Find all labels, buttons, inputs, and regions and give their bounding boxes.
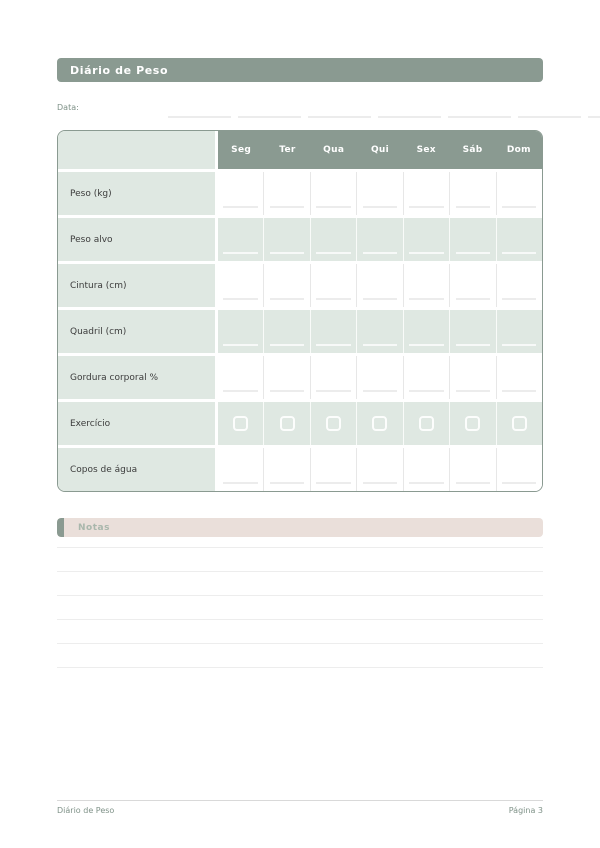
entry-blank-line	[316, 390, 351, 392]
entry-blank-line	[223, 344, 258, 346]
exercise-checkbox-ter[interactable]	[280, 416, 295, 431]
table-row-quadril-cm	[58, 310, 542, 353]
entry-cell-quadril-cm-dom[interactable]	[496, 310, 542, 353]
entry-blank-line	[409, 298, 444, 300]
date-label: Data:	[57, 103, 79, 112]
row-cells	[218, 448, 542, 491]
exercise-checkbox-qua[interactable]	[326, 416, 341, 431]
entry-cell-quadril-cm-sex[interactable]	[403, 310, 449, 353]
note-ruled-line	[57, 596, 543, 620]
row-label-exercicio: Exercício	[58, 402, 215, 445]
table-row-peso-alvo	[58, 218, 542, 261]
entry-blank-line	[316, 482, 351, 484]
entry-blank-line	[270, 206, 305, 208]
note-ruled-line	[57, 548, 543, 572]
entry-blank-line	[270, 298, 305, 300]
entry-cell-exercicio-ter[interactable]	[263, 402, 309, 445]
entry-cell-copos-de-agua-sab[interactable]	[449, 448, 495, 491]
table-row-gordura-corporal	[58, 356, 542, 399]
row-cells	[218, 264, 542, 307]
date-blank-line[interactable]	[518, 100, 581, 118]
day-header-qua: Qua	[323, 145, 345, 155]
entry-blank-line	[502, 298, 537, 300]
entry-cell-cintura-cm-seg[interactable]	[218, 264, 263, 307]
footer-page-number: Página 3	[508, 806, 543, 815]
page-title-bar	[57, 58, 543, 82]
entry-cell-peso-kg-qui[interactable]	[356, 172, 402, 215]
entry-blank-line	[223, 206, 258, 208]
entry-blank-line	[316, 252, 351, 254]
entry-blank-line	[456, 252, 491, 254]
row-label-gordura-corporal: Gordura corporal %	[58, 356, 215, 399]
entry-cell-copos-de-agua-sex[interactable]	[403, 448, 449, 491]
entry-cell-exercicio-sab[interactable]	[449, 402, 495, 445]
entry-cell-copos-de-agua-dom[interactable]	[496, 448, 542, 491]
exercise-checkbox-seg[interactable]	[233, 416, 248, 431]
entry-cell-exercicio-sex[interactable]	[403, 402, 449, 445]
entry-blank-line	[270, 390, 305, 392]
entry-cell-cintura-cm-dom[interactable]	[496, 264, 542, 307]
entry-blank-line	[456, 482, 491, 484]
date-blank-line[interactable]	[238, 100, 301, 118]
entry-cell-cintura-cm-sab[interactable]	[449, 264, 495, 307]
entry-blank-line	[502, 206, 537, 208]
entry-blank-line	[316, 298, 351, 300]
exercise-checkbox-qui[interactable]	[372, 416, 387, 431]
day-header-seg: Seg	[231, 145, 252, 155]
entry-blank-line	[409, 482, 444, 484]
entry-cell-exercicio-seg[interactable]	[218, 402, 263, 445]
notes-title: Notas	[78, 522, 110, 533]
day-header-ter: Ter	[279, 145, 296, 155]
entry-cell-quadril-cm-qua[interactable]	[310, 310, 356, 353]
entry-cell-peso-alvo-seg[interactable]	[218, 218, 263, 261]
entry-cell-gordura-corporal-dom[interactable]	[496, 356, 542, 399]
entry-cell-quadril-cm-sab[interactable]	[449, 310, 495, 353]
entry-blank-line	[363, 298, 398, 300]
weekly-table	[57, 130, 543, 492]
entry-cell-exercicio-qui[interactable]	[356, 402, 402, 445]
entry-blank-line	[502, 252, 537, 254]
entry-blank-line	[502, 390, 537, 392]
page-footer	[57, 806, 543, 815]
note-ruled-line	[57, 620, 543, 644]
entry-blank-line	[409, 252, 444, 254]
note-ruled-line	[57, 524, 543, 548]
entry-cell-gordura-corporal-qua[interactable]	[310, 356, 356, 399]
entry-cell-peso-kg-seg[interactable]	[218, 172, 263, 215]
row-cells	[218, 310, 542, 353]
day-header-sex: Sex	[416, 145, 436, 155]
entry-cell-exercicio-qua[interactable]	[310, 402, 356, 445]
row-label-peso-kg: Peso (kg)	[58, 172, 215, 215]
entry-blank-line	[409, 206, 444, 208]
entry-cell-peso-alvo-qua[interactable]	[310, 218, 356, 261]
row-label-quadril-cm: Quadril (cm)	[58, 310, 215, 353]
row-label-peso-alvo: Peso alvo	[58, 218, 215, 261]
entry-cell-quadril-cm-ter[interactable]	[263, 310, 309, 353]
note-ruled-line	[57, 572, 543, 596]
entry-cell-peso-alvo-ter[interactable]	[263, 218, 309, 261]
row-label-cintura-cm: Cintura (cm)	[58, 264, 215, 307]
entry-blank-line	[223, 298, 258, 300]
entry-blank-line	[409, 344, 444, 346]
entry-cell-gordura-corporal-sex[interactable]	[403, 356, 449, 399]
entry-blank-line	[502, 482, 537, 484]
entry-blank-line	[270, 344, 305, 346]
entry-blank-line	[270, 252, 305, 254]
entry-cell-gordura-corporal-qui[interactable]	[356, 356, 402, 399]
day-header-block	[218, 131, 542, 169]
date-blanks	[168, 100, 600, 118]
entry-blank-line	[316, 344, 351, 346]
notes-writing-area	[57, 524, 543, 668]
entry-cell-exercicio-dom[interactable]	[496, 402, 542, 445]
entry-blank-line	[502, 344, 537, 346]
entry-cell-cintura-cm-ter[interactable]	[263, 264, 309, 307]
row-cells	[218, 172, 542, 215]
date-blank-line[interactable]	[308, 100, 371, 118]
entry-cell-cintura-cm-sex[interactable]	[403, 264, 449, 307]
row-cells	[218, 402, 542, 445]
entry-cell-peso-kg-sex[interactable]	[403, 172, 449, 215]
entry-cell-cintura-cm-qui[interactable]	[356, 264, 402, 307]
entry-cell-peso-kg-qua[interactable]	[310, 172, 356, 215]
entry-cell-gordura-corporal-ter[interactable]	[263, 356, 309, 399]
entry-blank-line	[223, 482, 258, 484]
date-blank-line[interactable]	[168, 100, 231, 118]
footer-divider	[57, 800, 543, 801]
entry-cell-quadril-cm-seg[interactable]	[218, 310, 263, 353]
entry-blank-line	[409, 390, 444, 392]
note-ruled-line	[57, 644, 543, 668]
entry-blank-line	[270, 482, 305, 484]
entry-cell-peso-kg-ter[interactable]	[263, 172, 309, 215]
entry-blank-line	[363, 482, 398, 484]
entry-blank-line	[456, 390, 491, 392]
entry-cell-copos-de-agua-qua[interactable]	[310, 448, 356, 491]
entry-cell-peso-alvo-dom[interactable]	[496, 218, 542, 261]
entry-blank-line	[316, 206, 351, 208]
entry-cell-peso-kg-dom[interactable]	[496, 172, 542, 215]
exercise-checkbox-sex[interactable]	[419, 416, 434, 431]
entry-cell-peso-alvo-qui[interactable]	[356, 218, 402, 261]
entry-cell-peso-alvo-sab[interactable]	[449, 218, 495, 261]
table-row-copos-de-agua	[58, 448, 542, 491]
date-blank-line[interactable]	[378, 100, 441, 118]
date-blank-line[interactable]	[448, 100, 511, 118]
entry-blank-line	[223, 390, 258, 392]
row-cells	[218, 218, 542, 261]
entry-blank-line	[456, 298, 491, 300]
entry-blank-line	[456, 344, 491, 346]
table-row-exercicio	[58, 402, 542, 445]
page-title: Diário de Peso	[70, 63, 169, 77]
entry-blank-line	[363, 206, 398, 208]
date-blank-line[interactable]	[588, 100, 600, 118]
date-row	[57, 100, 600, 118]
entry-blank-line	[363, 252, 398, 254]
exercise-checkbox-sab[interactable]	[465, 416, 480, 431]
footer-document-title: Diário de Peso	[57, 806, 115, 815]
day-header-qui: Qui	[370, 145, 389, 155]
entry-cell-quadril-cm-qui[interactable]	[356, 310, 402, 353]
row-cells	[218, 356, 542, 399]
entry-cell-gordura-corporal-sab[interactable]	[449, 356, 495, 399]
entry-cell-gordura-corporal-seg[interactable]	[218, 356, 263, 399]
table-header-row	[58, 131, 542, 169]
entry-cell-peso-kg-sab[interactable]	[449, 172, 495, 215]
entry-blank-line	[363, 390, 398, 392]
entry-cell-copos-de-agua-ter[interactable]	[263, 448, 309, 491]
entry-cell-peso-alvo-sex[interactable]	[403, 218, 449, 261]
table-corner-cell	[58, 131, 215, 169]
day-header-sab: Sáb	[462, 145, 483, 155]
entry-blank-line	[363, 344, 398, 346]
day-header-dom: Dom	[506, 145, 531, 155]
entry-blank-line	[223, 252, 258, 254]
table-row-cintura-cm	[58, 264, 542, 307]
row-label-copos-de-agua: Copos de água	[58, 448, 215, 491]
entry-blank-line	[456, 206, 491, 208]
entry-cell-copos-de-agua-seg[interactable]	[218, 448, 263, 491]
exercise-checkbox-dom[interactable]	[512, 416, 527, 431]
table-row-peso-kg	[58, 172, 542, 215]
entry-cell-copos-de-agua-qui[interactable]	[356, 448, 402, 491]
entry-cell-cintura-cm-qua[interactable]	[310, 264, 356, 307]
